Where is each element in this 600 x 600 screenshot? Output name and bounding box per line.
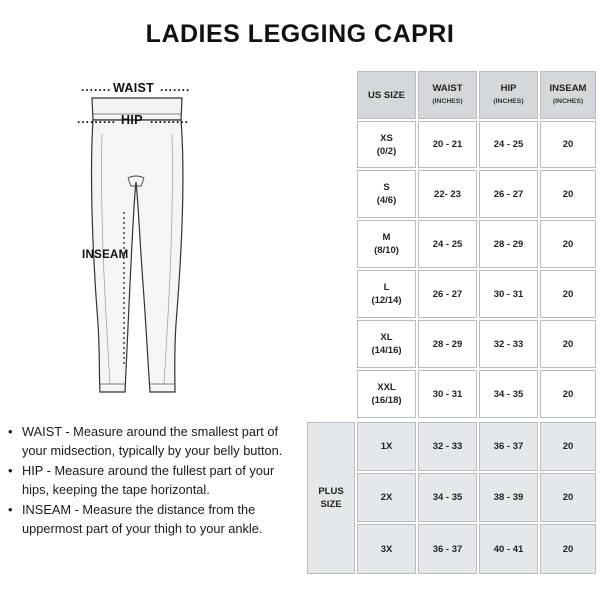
row-l-size <box>357 270 416 318</box>
waist-dotted-line-right: ....... <box>160 80 191 94</box>
row-s-hip: 26 - 27 <box>479 170 538 218</box>
plus-size-label <box>307 422 355 574</box>
header-us-size <box>357 71 416 119</box>
row-xs-inseam: 20 <box>540 121 596 168</box>
size-number: (4/6) <box>376 195 397 206</box>
row-xl-size <box>357 320 416 368</box>
row-s-inseam: 20 <box>540 170 596 218</box>
row-m-waist: 24 - 25 <box>418 220 477 268</box>
header-inseam-text: INSEAM <box>549 83 587 94</box>
header-inseam-unit: (INCHES) <box>552 98 584 105</box>
header-waist-text: WAIST <box>432 83 463 94</box>
size-number: (12/14) <box>371 295 402 306</box>
row-xxl-size <box>357 370 416 418</box>
page-title: LADIES LEGGING CAPRI <box>145 20 455 48</box>
row-2x-inseam: 20 <box>540 473 596 522</box>
size-number: (16/18) <box>371 395 402 406</box>
row-l-inseam: 20 <box>540 270 596 318</box>
plus-label-line2: SIZE <box>320 499 342 510</box>
row-3x-hip: 40 - 41 <box>479 524 538 574</box>
waist-dotted-line-left: ....... <box>81 80 112 94</box>
size-label: S <box>383 182 390 193</box>
row-l-waist: 26 - 27 <box>418 270 477 318</box>
header-hip-text: HIP <box>500 83 517 94</box>
header-hip <box>479 71 538 119</box>
size-label: XL <box>380 332 393 343</box>
size-number: (14/16) <box>371 345 402 356</box>
row-xs-size <box>357 121 416 168</box>
row-xxl-inseam: 20 <box>540 370 596 418</box>
note-waist: • WAIST - Measure around the smallest part of your midsection, typically by your belly button. <box>8 422 300 461</box>
row-3x-size: 3X <box>357 524 416 574</box>
row-xl-inseam: 20 <box>540 320 596 368</box>
row-3x-waist: 36 - 37 <box>418 524 477 574</box>
row-3x-inseam: 20 <box>540 524 596 574</box>
hip-dotted-line-left: ......... <box>77 112 117 126</box>
size-number: (8/10) <box>374 245 399 256</box>
size-label: L <box>383 282 390 293</box>
row-xl-waist: 28 - 29 <box>418 320 477 368</box>
hip-label: HIP <box>121 113 143 127</box>
row-s-size <box>357 170 416 218</box>
row-m-size <box>357 220 416 268</box>
row-l-hip: 30 - 31 <box>479 270 538 318</box>
inseam-label: INSEAM <box>82 249 129 261</box>
size-label: M <box>382 232 391 243</box>
row-1x-size: 1X <box>357 422 416 471</box>
size-label: XS <box>380 132 393 144</box>
row-xxl-hip: 34 - 35 <box>479 370 538 418</box>
row-1x-inseam: 20 <box>540 422 596 471</box>
row-1x-hip: 36 - 37 <box>479 422 538 471</box>
row-xl-hip: 32 - 33 <box>479 320 538 368</box>
row-1x-waist: 32 - 33 <box>418 422 477 471</box>
waist-label: WAIST <box>113 81 155 95</box>
row-2x-size: 2X <box>357 473 416 522</box>
row-m-inseam: 20 <box>540 220 596 268</box>
size-number: (0/2) <box>376 145 397 157</box>
row-s-waist: 22- 23 <box>418 170 477 218</box>
row-m-hip: 28 - 29 <box>479 220 538 268</box>
plus-label-line1: PLUS <box>318 486 344 497</box>
row-xs-waist: 20 - 21 <box>418 121 477 168</box>
header-waist-unit: (INCHES) <box>432 98 463 105</box>
size-label: XXL <box>377 382 396 393</box>
measurement-notes <box>8 422 300 538</box>
row-xxl-waist: 30 - 31 <box>418 370 477 418</box>
header-waist <box>418 71 477 119</box>
row-2x-hip: 38 - 39 <box>479 473 538 522</box>
header-hip-unit: (INCHES) <box>493 98 524 105</box>
header-us-size-text: US SIZE <box>368 89 405 101</box>
hip-dotted-line-right: ......... <box>150 112 190 126</box>
row-2x-waist: 34 - 35 <box>418 473 477 522</box>
row-xs-hip: 24 - 25 <box>479 121 538 168</box>
header-inseam <box>540 71 596 119</box>
note-hip: • HIP - Measure around the fullest part of your hips, keeping the tape horizontal. <box>8 461 300 500</box>
note-inseam: • INSEAM - Measure the distance from the uppermost part of your thigh to your ankle. <box>8 500 300 539</box>
